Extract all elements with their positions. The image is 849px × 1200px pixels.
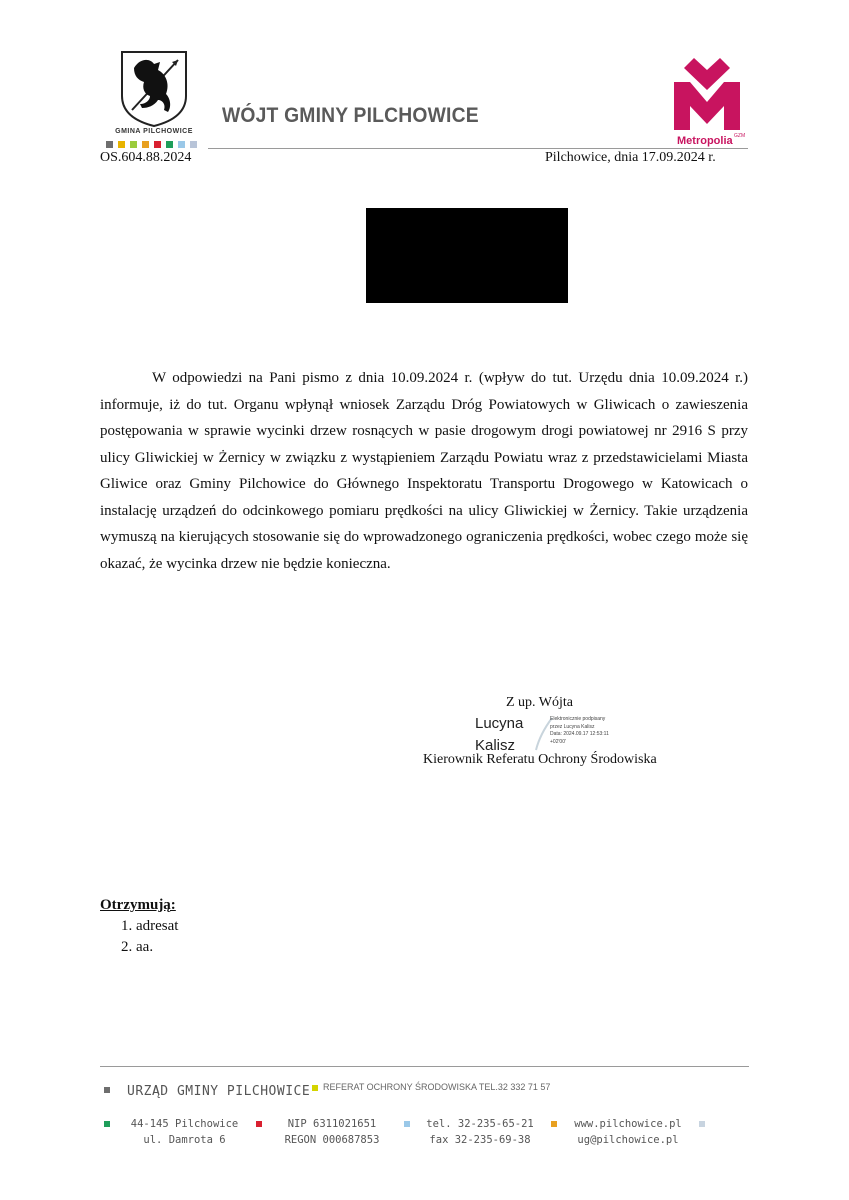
footer-regon: REGON 000687853 xyxy=(284,1134,380,1146)
footer-email: ug@pilchowice.pl xyxy=(577,1134,679,1146)
footer-divider xyxy=(100,1066,749,1067)
footer-color-square xyxy=(699,1121,705,1127)
signature-name xyxy=(475,713,523,757)
esign-line: Data: 2024.09.17 12:53:11 xyxy=(550,731,609,737)
body-paragraph: W odpowiedzi na Pani pismo z dnia 10.09.2024 r. (wpływ do tut. Urzędu dnia 10.09.2024 r.) informuje, iż do tut. Organu wpłynął wniosek Zarządu Dróg Powiatowych w Gliwicach o zawieszenia postępowania w sprawie wycinki drzew rosnących w pasie drogowym drogi powiatowej nr 2916 S przy ulicy Gliwickiej w Żernicy w związku z wystąpieniem Zarządu Powiatu wraz z przedstawicielami Miasta Gliwice oraz Gminy Pilchowice do Głównego Inspektoratu Transportu Drogowego w Katowicach o instalację urządzeń do odcinkowego pomiaru prędkości na ulicy Gliwickiej w Żernicy. Takie urządzenia wymuszą na kierujących stosowanie się do wprowadzonego ograniczenia prędkości, wobec czego może się okazać, że wycinka drzew nie będzie konieczna. xyxy=(100,370,748,572)
list-item: 2. aa. xyxy=(121,939,154,955)
recipients-heading: Otrzymują: xyxy=(100,897,176,913)
signature-first-name: Lucyna xyxy=(475,715,524,732)
footer-department-contact: REFERAT OCHRONY ŚRODOWISKA TEL.32 332 71 57 xyxy=(323,1082,551,1092)
header-divider xyxy=(208,148,748,149)
footer-website: www.pilchowice.pl xyxy=(574,1118,682,1130)
crest-caption: GMINA PILCHOWICE xyxy=(115,128,193,135)
footer-address-line: ul. Damrota 6 xyxy=(143,1134,226,1146)
reference-number: OS.604.88.2024 xyxy=(100,150,192,165)
footer-phone: tel. 32-235-65-21 xyxy=(426,1118,534,1130)
letter-body xyxy=(100,365,748,577)
list-item: 1. adresat xyxy=(121,918,179,934)
redacted-addressee-block xyxy=(366,208,568,303)
footer-address xyxy=(127,1116,242,1148)
footer-color-square xyxy=(104,1087,110,1093)
footer-color-square xyxy=(104,1121,110,1127)
color-square xyxy=(142,141,149,148)
esign-line: +02'00' xyxy=(550,738,566,745)
footer-nip: NIP 6311021651 xyxy=(287,1118,377,1130)
footer-fax: fax 32-235-69-38 xyxy=(429,1134,531,1146)
metropolia-superscript: GZM xyxy=(734,133,746,139)
footer-color-square xyxy=(256,1121,262,1127)
footer-color-square xyxy=(551,1121,557,1127)
color-square xyxy=(190,141,197,148)
footer-web-contact xyxy=(566,1116,690,1148)
crest-color-squares xyxy=(106,141,197,148)
color-square xyxy=(106,141,113,148)
metropolia-wordmark: Metropolia xyxy=(677,135,733,147)
footer-color-square xyxy=(404,1121,410,1127)
gmina-crest-logo xyxy=(120,50,188,128)
esign-line: Elektronicznie podpisany xyxy=(550,716,606,722)
footer-phones xyxy=(418,1116,542,1148)
recipients-list xyxy=(100,916,178,958)
signature-on-behalf: Z up. Wójta xyxy=(506,695,574,710)
signature-last-name: Kalisz xyxy=(475,737,516,754)
office-title: WÓJT GMINY PILCHOWICE xyxy=(222,104,479,127)
electronic-signature-info xyxy=(550,716,660,746)
signature-position: Kierownik Referatu Ochrony Środowiska xyxy=(423,752,657,767)
esign-line: przez Lucyna Kalisz xyxy=(550,723,595,730)
color-square xyxy=(178,141,185,148)
color-square xyxy=(166,141,173,148)
color-square xyxy=(154,141,161,148)
footer-color-square xyxy=(312,1085,318,1091)
color-square xyxy=(130,141,137,148)
footer-address-line: 44-145 Pilchowice xyxy=(130,1118,239,1130)
footer-office-name: URZĄD GMINY PILCHOWICE xyxy=(127,1084,311,1099)
footer-company-ids xyxy=(272,1116,392,1148)
place-and-date: Pilchowice, dnia 17.09.2024 r. xyxy=(545,150,716,165)
metropolia-logo xyxy=(672,56,742,130)
color-square xyxy=(118,141,125,148)
